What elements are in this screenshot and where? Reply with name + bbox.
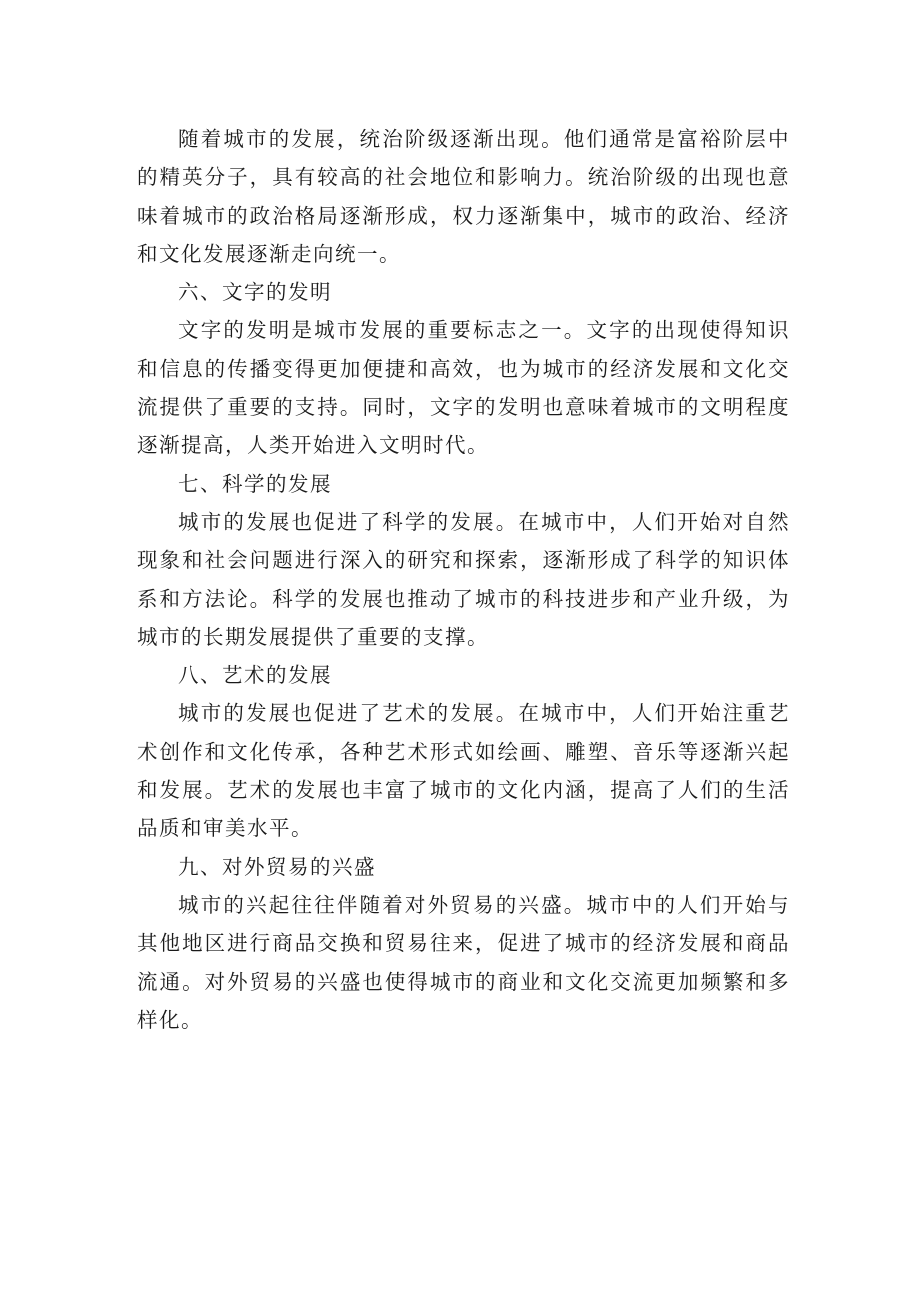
section-heading-art: 八、艺术的发展 <box>178 663 332 688</box>
paragraph-ruling-class: 随着城市的发展，统治阶级逐渐出现。他们通常是富裕阶层中的精英分子，具有较高的社会地位和影响力。统治阶级的出现也意味着城市的政治格局逐渐形成，权力逐渐集中，城市的政治、经济和文化发展逐渐走向统一。 <box>137 127 790 266</box>
paragraph-science: 城市的发展也促进了科学的发展。在城市中，人们开始对自然现象和社会问题进行深入的研究和探索，逐渐形成了科学的知识体系和方法论。科学的发展也推动了城市的科技进步和产业升级，为城市的长期发展提供了重要的支撑。 <box>137 509 790 649</box>
document-page <box>137 120 790 1039</box>
paragraph-art: 城市的发展也促进了艺术的发展。在城市中，人们开始注重艺术创作和文化传承，各种艺术形式如绘画、雕塑、音乐等逐渐兴起和发展。艺术的发展也丰富了城市的文化内涵，提高了人们的生活品质和审美水平。 <box>137 701 790 841</box>
section-heading-writing: 六、文字的发明 <box>178 280 332 305</box>
paragraph-writing: 文字的发明是城市发展的重要标志之一。文字的出现使得知识和信息的传播变得更加便捷和高效，也为城市的经济发展和文化交流提供了重要的支持。同时，文字的发明也意味着城市的文明程度逐渐提高，人类开始进入文明时代。 <box>137 318 790 458</box>
section-heading-trade: 九、对外贸易的兴盛 <box>178 854 376 879</box>
paragraph-trade: 城市的兴起往往伴随着对外贸易的兴盛。城市中的人们开始与其他地区进行商品交换和贸易往来，促进了城市的经济发展和商品流通。对外贸易的兴盛也使得城市的商业和文化交流更加频繁和多样化。 <box>137 892 790 1032</box>
section-heading-science: 七、科学的发展 <box>178 471 332 496</box>
